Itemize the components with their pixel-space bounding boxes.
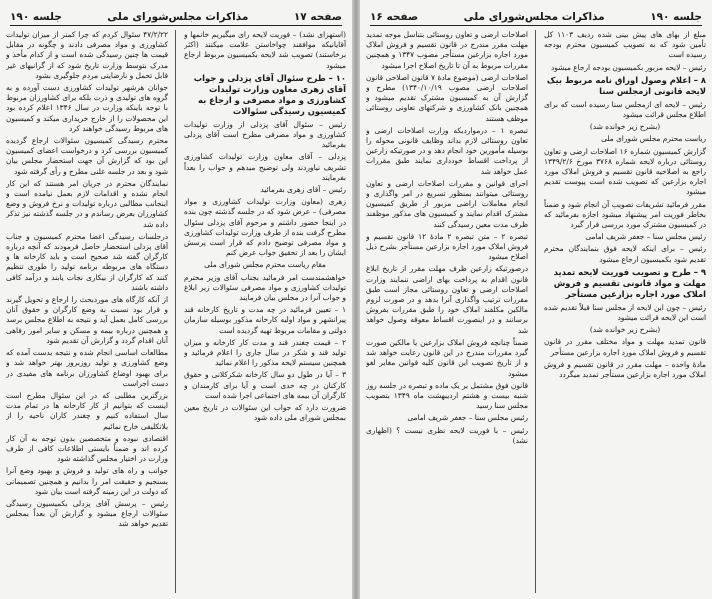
column-left (366, 30, 528, 593)
session-label: جلسه ۱۹۰ (10, 11, 62, 23)
text-paragraph: درجلسات رسیدگی اعضا محترم کمیسیون و جناب آقای پزدلی استحضار حاصل فرمودند که آنچه درباره کارگران گفته شد صحیح است و باید کارخانه ها و دستگاه های مربوطه برنامه تولید را طوری تنظیم کنند که کارگران از بیکاری نجات یابند و درآمد کافی داشته باشند (6, 231, 168, 292)
centered-line: (بشرح زیر خوانده شد) (589, 122, 661, 132)
text-paragraph: رئیس مجلس سنا – جعفر شریف امامی (407, 413, 528, 423)
text-paragraph: رئیس مجلس سنا – جعفر شریف امامی (585, 232, 706, 242)
journal-title: مذاکرات مجلس‌شورای ملی (107, 11, 249, 23)
text-paragraph: اصلاحات ارضی (موضوع مادهٔ ۷ قانون اصلاحی قانون اصلاحات ارضی مصوب ۱۳۴۰/۱۰/۱۹) مطرح و گزارش آن به کمیسیون مشترک تقدیم میشود و همچنین بانک کشاورزی و شرکتهای تعاونی روستائی موظف هستند (366, 72, 528, 123)
text-paragraph: رئیس – با فوریت لایحه نظری نیست ؟ (اظهاری نشد) (366, 425, 528, 445)
text-paragraph: جوانب و راه های تولید و فروش و بهبود وضع آنرا بسنجیم و حقیقت امر را بدانیم و همچنین تصمیماتی که دولت در این زمینه گرفته است بیان شود (6, 466, 168, 496)
text-paragraph: رئیس – پرسش آقای پزدلی بکمیسیون رسیدگی سئوالات ارجاع میشود و گزارش آن بعداً بمجلس تقدیم خواهد شد (6, 498, 168, 529)
page-number: صفحه ۱۶ (370, 11, 419, 23)
journal-title: مذاکرات مجلس‌شورای ملی (463, 11, 605, 23)
text-paragraph: نمایندگان محترم در جریان امر هستند که این کار انجام نشده و اقدامات لازم بعمل نیامده است و اینجانب مطالبی درباره تولیدات و نرخ فروش و وضع کشاورزان بعرض رساندم و در جلسه گذشته نیز تذکر داده شد (6, 178, 168, 229)
text-paragraph: رئیس – لایحه مزبور بکمیسیون بودجه ارجاع میشود (550, 62, 706, 72)
section-heading: ۹ – طرح و تصویب فوریت لایحه تمدید مهلت و مواد قانونی تقسیم و فروش املاک مورد اجاره بزارعین مستأجر (553, 266, 706, 299)
text-paragraph: رئیس – آقای زهری بفرمائید (260, 185, 346, 195)
running-header (370, 9, 702, 26)
text-paragraph: مادهٔ واحده – مهلت مقرر در قانون تقسیم و فروش املاک مورد اجاره بزارعین مستأجر تمدید میگردد (544, 359, 706, 380)
text-paragraph: ۱ – تعیین فرمائید در چه مدت و تاریخ کارخانه قند پیرانشهر و مواد اولیه کارخانه مذکور بوسیله سازمان دولتی و مقامات مربوط تهیه گردیده است (184, 305, 346, 335)
text-paragraph: ریاست محترم مجلس شورای ملی (601, 134, 706, 144)
text-paragraph: (استهزای نشد) – فوریت لایحه رای میگیریم خانمها و آقایانیکه موافقند چواخاستن علامت میکنند (اکثر برخاستند) تصویب شد لایحه بکمیسیون مربوط ارجاع میشود (184, 30, 346, 70)
column-right (184, 30, 346, 593)
page-right (360, 0, 712, 599)
text-paragraph: مطالعات اساسی انجام شده و نتیجه بدست آمده که وضع کشاورزی و تولید روزبروز بهتر خواهد شد و برای بهبود اوضاع کشاورزان برنامه های مفیدی در دست اجراست (6, 348, 168, 388)
text-paragraph: قانون فوق مشتمل بر یک ماده و تبصره در جلسه روز شنبه بیست و هشتم اردیبهشت ماه ۱۳۴۹ بتصویب مجلس سنا رسید (366, 380, 528, 411)
text-paragraph: جوانان هرشهر تولیدات کشاورزی دست آورده و به گروه های تولیدی و ذرت بلکه برای کشاورزان مربوط با توجه باینکه وزارت در سال ۱۳۴۶ اعلام کرده بود این محصولات را از خارج خریداری میکند و کمیسیون های مربوط رسیدگی خواهند کرد (6, 83, 168, 133)
centered-line: مقام ریاست محترم مجلس شورای ملی (204, 260, 326, 270)
text-paragraph: اجرای قوانین و مقررات اصلاحات ارضی و تعاون روستائی میتوانند بمنظور تسریع در امر واگذاری و انجام معاملات اراضی مزبور از طریق کمیسیون مشترک اقدام نمایند و کمیسیون های مذکور موظفند ظرف مدت معین رسیدگی کنند (366, 178, 528, 229)
text-paragraph: اقتصادی نبوده و متخصصین بدون توجه به آن کار کرده اند و ضمناً بایستی اطلاعات کافی از طرف وزارت در اختیار مجلس گذاشته شود (6, 433, 168, 464)
column-rule (175, 30, 176, 593)
column-right (544, 30, 706, 593)
text-paragraph: قانون تمدید مهلت و مواد مختلف مقرر در قانون تقسیم و فروش املاک مورد اجاره بزارعین مستأجر (544, 337, 706, 357)
binding-gutter (352, 0, 360, 599)
session-label: جلسه ۱۹۰ (650, 11, 702, 23)
text-paragraph: رئیس – چون این لایحه از مجلس سنا قبلاً تقدیم شده است این لایحه قرائت میشود (544, 302, 706, 323)
section-heading: ۱۰ – طرح سئوال آقای پزدلی و جواب آقای زهری معاون وزارت تولیدات کشاورزی و مواد مصرفی و ارجاع به کمیسیون رسیدگی سئوالات (193, 72, 346, 116)
text-paragraph: ۴۷/۲/۲۲ سئوال کردم که چرا کمتر از میزان تولیدات کشاورزی و مواد مصرفی دادند و چگونه در مقابل قیمت ها چنین رسیدگی شده است و از کدام مأخذ و مدرک بتوسط وزارت تاریخ شود که از گرانیهای غیر قابل تحمل و نارضایتی مردم جلوگیری بشود (6, 30, 168, 80)
running-header (10, 9, 342, 26)
text-paragraph: تبصره ۱ – درمواردیکه وزارت اصلاحات ارضی و تعاون روستائی لازم بداند وظایف قانونی محوله را بوسیله مأمورین خود انجام دهد و در صورتیکه زارعین از پرداخت اقساط خودداری نمایند طبق مقررات عمل خواهد شد (366, 125, 528, 176)
text-paragraph: پزدلی – آقای معاون وزارت تولیدات کشاورزی تشریف نیاوردند ولی توضیح میدهم و جواب را بعداً بفرمایند (184, 152, 346, 182)
page-number: صفحه ۱۷ (293, 11, 342, 23)
text-paragraph: رئیس – لایحه ای ازمجلس سنا رسیده است که برای اطلاع مجلس قرائت میشود (544, 99, 706, 120)
text-paragraph: ۲ – قیمت چغندر قند و مدت کار کارخانه و میزان تولید قند و شکر در سال جاری را اعلام فرمائید و همچنین سیستم لایحه مذکور را اعلام نمائید (184, 337, 346, 368)
text-paragraph: مقرر فرمائید تشریفات تصویب آن انجام شود و ضمناً بخاطر فوریت امر پیشنهاد میشود اجازه بفرمائید که در کمیسیون مشترک مورد بررسی قرار گیرد (544, 199, 706, 230)
text-paragraph: گزارش کمیسیون شماره ۱۶ اصلاحات ارضی و تعاون روستائی درباره لایحه شماره ۳۷۶۸ مورخ ۱۳۴۹/۲/۶ راجع به اصلاحیه قانون تقسیم و فروش املاک مورد اجاره بزارعین که تصویب شده است پیوست تقدیم میشود (544, 146, 706, 197)
text-paragraph: ضمناً چنانچه فروش املاک بزارعین یا مالکین صورت گیرد مقررات مندرج در این قانون رعایت خواهد شد و از تاریخ تصویب این قانون کلیه قوانین مغایر لغو میشود (366, 337, 528, 378)
text-paragraph: محترم رسیدگی کمیسیون سئوالات ارجاع گردیده کمیسیون بررسی کرد و درخواست اعضای کمیسیون این بود که گزارش آن جهت استحضار مجلس بیان شود و بعد در جلسه علنی مطرح و رأی گرفته شود (6, 136, 168, 176)
text-paragraph: مبلغ از بهای های پیش بینی شده ردیف ۱۱۰۳ کل تأمین شود که به تصویب کمیسیون محترم بودجه رسیده است (544, 30, 706, 60)
text-paragraph: رئیس – سئوال آقای پزدلی از وزارت تولیدات کشاورزی و مواد مصرفی مطرح است آقای پزدلی بفرمائید (184, 119, 346, 150)
text-paragraph: زهری (معاون وزارت تولیدات کشاورزی و مواد مصرفی) – عرض شود که در جلسه گذشته چون بنده در اینجا حضور داشتم و مرحوم آقای پزدلی سئوال مطرح گرفت بنده از طرف وزارت تولیدات کشاورزی و مواد مصرفی توضیح دادم که قرار است پرسش ایشان را بعد از تحقیق جواب عرض کنم (184, 197, 346, 258)
column-left (6, 30, 168, 593)
text-paragraph: ۳ – آیا در طول دو سال کارخانه شکرکلانی و حقوق کارکنان در چه حدی است و آیا برای کارمندان و کارگران آن بیمه های اجتماعی اجرا شده است (184, 370, 346, 400)
text-paragraph: از آنکه کارگاه های موردبحث را ارجاع و تحویل گیرند و قرار بود نسبت به وضع کارگران و حقوق آنان بررسی کامل بعمل آید و نتیجه به اطلاع مجلس برسد و همچنین درباره بیمه و مسکن و سایر امور رفاهی آنان اقدام گردد و گزارش آن تقدیم شود (6, 295, 168, 345)
text-paragraph: رئیس – برای اینکه لایحه فوق بنمایندگان محترم تقدیم شود بکمیسیون ارجاع میشود (544, 244, 706, 264)
text-paragraph: تبصره ۲ – متن تبصره ۲ مادهٔ ۱۲ قانون تقسیم و فروش املاک مورد اجاره بزارعین مستأجر بشرح ذیل اصلاح میشود (366, 231, 528, 262)
text-paragraph: درصورتیکه زارعین ظرف مهلت مقرر از تاریخ ابلاغ قانون اقدام به پرداخت بهای اراضی ننمایند وزارت اصلاحات ارضی و تعاون روستائی مجاز است طبق مقررات ترتیب واگذاری آنرا بدهد و در صورت لزوم مالکین مکلفند املاک خود را طبق مقررات بفروش برسانند و در اینصورت اقساط معوقه وصول خواهد شد (366, 264, 528, 335)
column-rule (535, 30, 536, 593)
centered-line: (بشرح زیر خوانده شد) (589, 325, 661, 335)
text-paragraph: ضرورت دارد که جواب این سئوالات در تاریخ معین بمجلس شورای ملی داده شود (184, 403, 346, 423)
text-paragraph: اصلاحات ارضی و تعاون روستائی بتناسل موجه تمدید مهلت مقرر مندرج در قانون تقسیم و فروش املاک مورد اجاره بزارعین مستأجر مصوب ۱۳۴۷ و همچنین مقررات مربوط به آن تا تاریخ اصلاح اجرا میشود (366, 30, 528, 70)
page-left (0, 0, 352, 599)
text-paragraph: خواهشمندست امر فرمائید بجناب آقای وزیر محترم تولیدات کشاورزی و مواد مصرفی سئوالات زیر ابلاغ و جواب آنرا در مجلس بیان فرمایند (184, 272, 346, 303)
section-heading: ۸ – اعلام وصول اوراق نامه مربوط بیک لایحه قانونی ازمجلس سنا (546, 74, 706, 96)
text-paragraph: بزرگترین مطلبی که در این سئوال مطرح است اینست که بتوانیم از کار کارخانه ها در تمام مدت سال استفاده کنیم و چغندر کاران ناحیه را از بلاتکلیفی خارج نمائیم (6, 390, 168, 431)
